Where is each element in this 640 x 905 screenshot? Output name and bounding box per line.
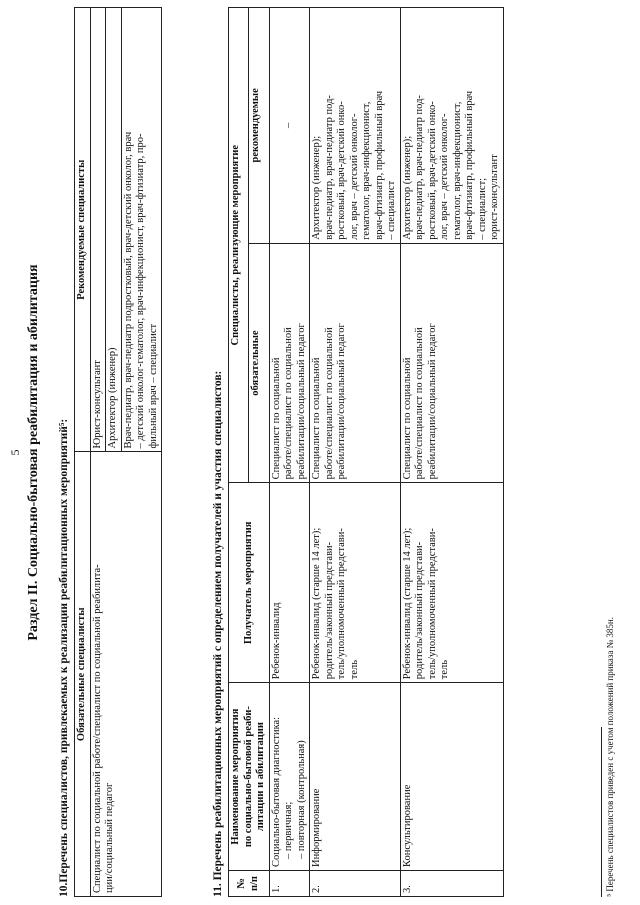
text-line: Специалист по социальной работе/специалист по социальной реабилита-: [91, 564, 103, 893]
text-line: ции/социальный педагог: [104, 782, 115, 893]
text-line: – детский онколог-гематолог, врач-инфекционист, врач-фтизиатр, про-: [135, 133, 146, 449]
text-line: Специалист по социальной: [311, 357, 322, 480]
header-recipient: Получатель мероприятия: [229, 483, 270, 683]
table-row: [90, 8, 106, 897]
measure-name-cell: [310, 683, 401, 871]
row-num: 3.: [400, 871, 503, 897]
table-row: [400, 8, 503, 897]
text-line: Наименование мероприятия: [230, 708, 241, 845]
text-line: гематолог, врач-инфекционист,: [451, 101, 463, 240]
text-line: №: [236, 878, 248, 889]
measure-name-cell: [269, 683, 310, 871]
text-line: родитель/законный представи-: [323, 541, 335, 680]
text-line: – специалист: [386, 180, 397, 240]
mandatory-cell: [400, 243, 503, 483]
row-num: 1.: [269, 871, 310, 897]
text-line: – первичная;: [283, 801, 294, 860]
recommended-cell: [90, 8, 106, 453]
table10-title: 10.Перечень специалистов, привлекаемых к реализации реабилитационных мероприятий⁵:: [58, 418, 70, 897]
text-line: лог, врач – детский онколог-: [348, 113, 360, 240]
footnote-divider: [601, 727, 602, 897]
text-line: Информирование: [311, 788, 322, 868]
header-measure-name: [229, 683, 270, 871]
recommended-cell: [400, 8, 503, 244]
header-mandatory: Обязательные специалисты: [75, 452, 91, 897]
text-line: родитель/законный представи-: [414, 541, 425, 680]
row-num: 2.: [310, 871, 401, 897]
recipient-cell: [400, 483, 503, 683]
measure-name-cell: [400, 683, 503, 871]
specialists-table: [74, 7, 162, 897]
recommended-cell: [106, 8, 122, 453]
table-header-row: [229, 8, 249, 897]
text-line: ростковый, врач-детский онко-: [336, 101, 347, 240]
text-line: врач-педиатр, врач-педиатр под-: [414, 95, 425, 240]
text-line: реабилитации/социальный педагог: [426, 323, 438, 480]
mandatory-specialists-cell: [90, 452, 162, 897]
text-line: Социально-бытовая диагностика:: [270, 716, 282, 868]
text-line: работе/специалист по социальной: [283, 327, 294, 480]
table-row: [310, 8, 401, 897]
text-line: Ребенок-инвалид: [270, 602, 282, 680]
text-line: тель/уполномоченный представи-: [336, 528, 347, 680]
text-line: Архитектор (инженер): [107, 347, 118, 449]
text-line: врач-фтизиатр, профильный врач: [464, 90, 475, 240]
text-line: – специалист;: [476, 177, 488, 240]
text-line: лог, врач – детский онколог-: [439, 113, 450, 240]
text-line: Юрист-консультант: [91, 360, 103, 449]
text-line: п/п: [248, 876, 260, 892]
page-number: 5: [8, 449, 22, 456]
text-line: работе/специалист по социальной: [323, 327, 335, 480]
table-row: [269, 8, 310, 897]
text-line: реабилитации/социальный педагог: [295, 323, 307, 480]
recipient-cell: [269, 483, 310, 683]
header-num: [229, 871, 270, 897]
text-line: врач-фтизиатр, профильный врач: [373, 90, 385, 240]
text-line: Специалист по социальной: [401, 357, 413, 480]
text-line: фильный врач – специалист: [147, 323, 159, 449]
footnote: ⁵ Перечень специалистов приведен с учетом положений приказа № 385н.: [605, 617, 615, 897]
text-line: Архитектор (инженер);: [311, 135, 322, 240]
rehab-measures-table: [228, 7, 504, 897]
text-line: юрист-консультант: [489, 154, 500, 240]
text-line: Ребенок-инвалид (старше 14 лет);: [401, 527, 413, 680]
text-line: реабилитации/социальный педагог: [336, 323, 347, 480]
recommended-cell: [310, 8, 401, 244]
table-header-row: [75, 8, 91, 897]
text-line: –: [283, 122, 294, 128]
text-line: ростковый, врач-детский онко-: [426, 101, 438, 240]
header-specialists: Специалисты, реализующие мероприятие: [229, 8, 249, 483]
text-line: тель/уполномоченный представи-: [426, 528, 438, 680]
recipient-cell: [310, 483, 401, 683]
mandatory-cell: [310, 243, 401, 483]
text-line: – повторная (контрольная): [295, 740, 307, 860]
section-title: Раздел II. Социально-бытовая реабилитация и абилитация: [26, 264, 41, 641]
text-line: Врач-педиатр, врач-педиатр подростковый, врач-детский онколог, врач: [122, 131, 134, 449]
text-line: Ребенок-инвалид (старше 14 лет);: [311, 527, 322, 680]
text-line: Консультирование: [401, 784, 413, 868]
text-line: тель: [439, 659, 450, 680]
text-line: литации и абилитации: [255, 722, 266, 832]
text-line: Архитектор (инженер);: [401, 135, 413, 240]
text-line: по социально-бытовой реаби-: [242, 706, 254, 848]
header-recommended: Рекомендуемые специалисты: [75, 8, 91, 453]
header-recommended: рекомендуемые: [249, 8, 269, 244]
text-line: Специалист по социальной: [270, 357, 282, 480]
recommended-cell: [269, 8, 310, 244]
text-line: работе/специалист по социальной: [414, 327, 425, 480]
recommended-cell: [121, 8, 162, 453]
mandatory-cell: [269, 243, 310, 483]
text-line: тель: [348, 659, 360, 680]
text-line: врач-педиатр, врач-педиатр под-: [323, 95, 335, 240]
text-line: гематолог, врач-инфекционист,: [361, 101, 372, 240]
header-mandatory: обязательные: [249, 243, 269, 483]
table11-title: 11. Перечень реабилитационных мероприятий с определением получателей и участия специалистов:: [212, 370, 224, 897]
